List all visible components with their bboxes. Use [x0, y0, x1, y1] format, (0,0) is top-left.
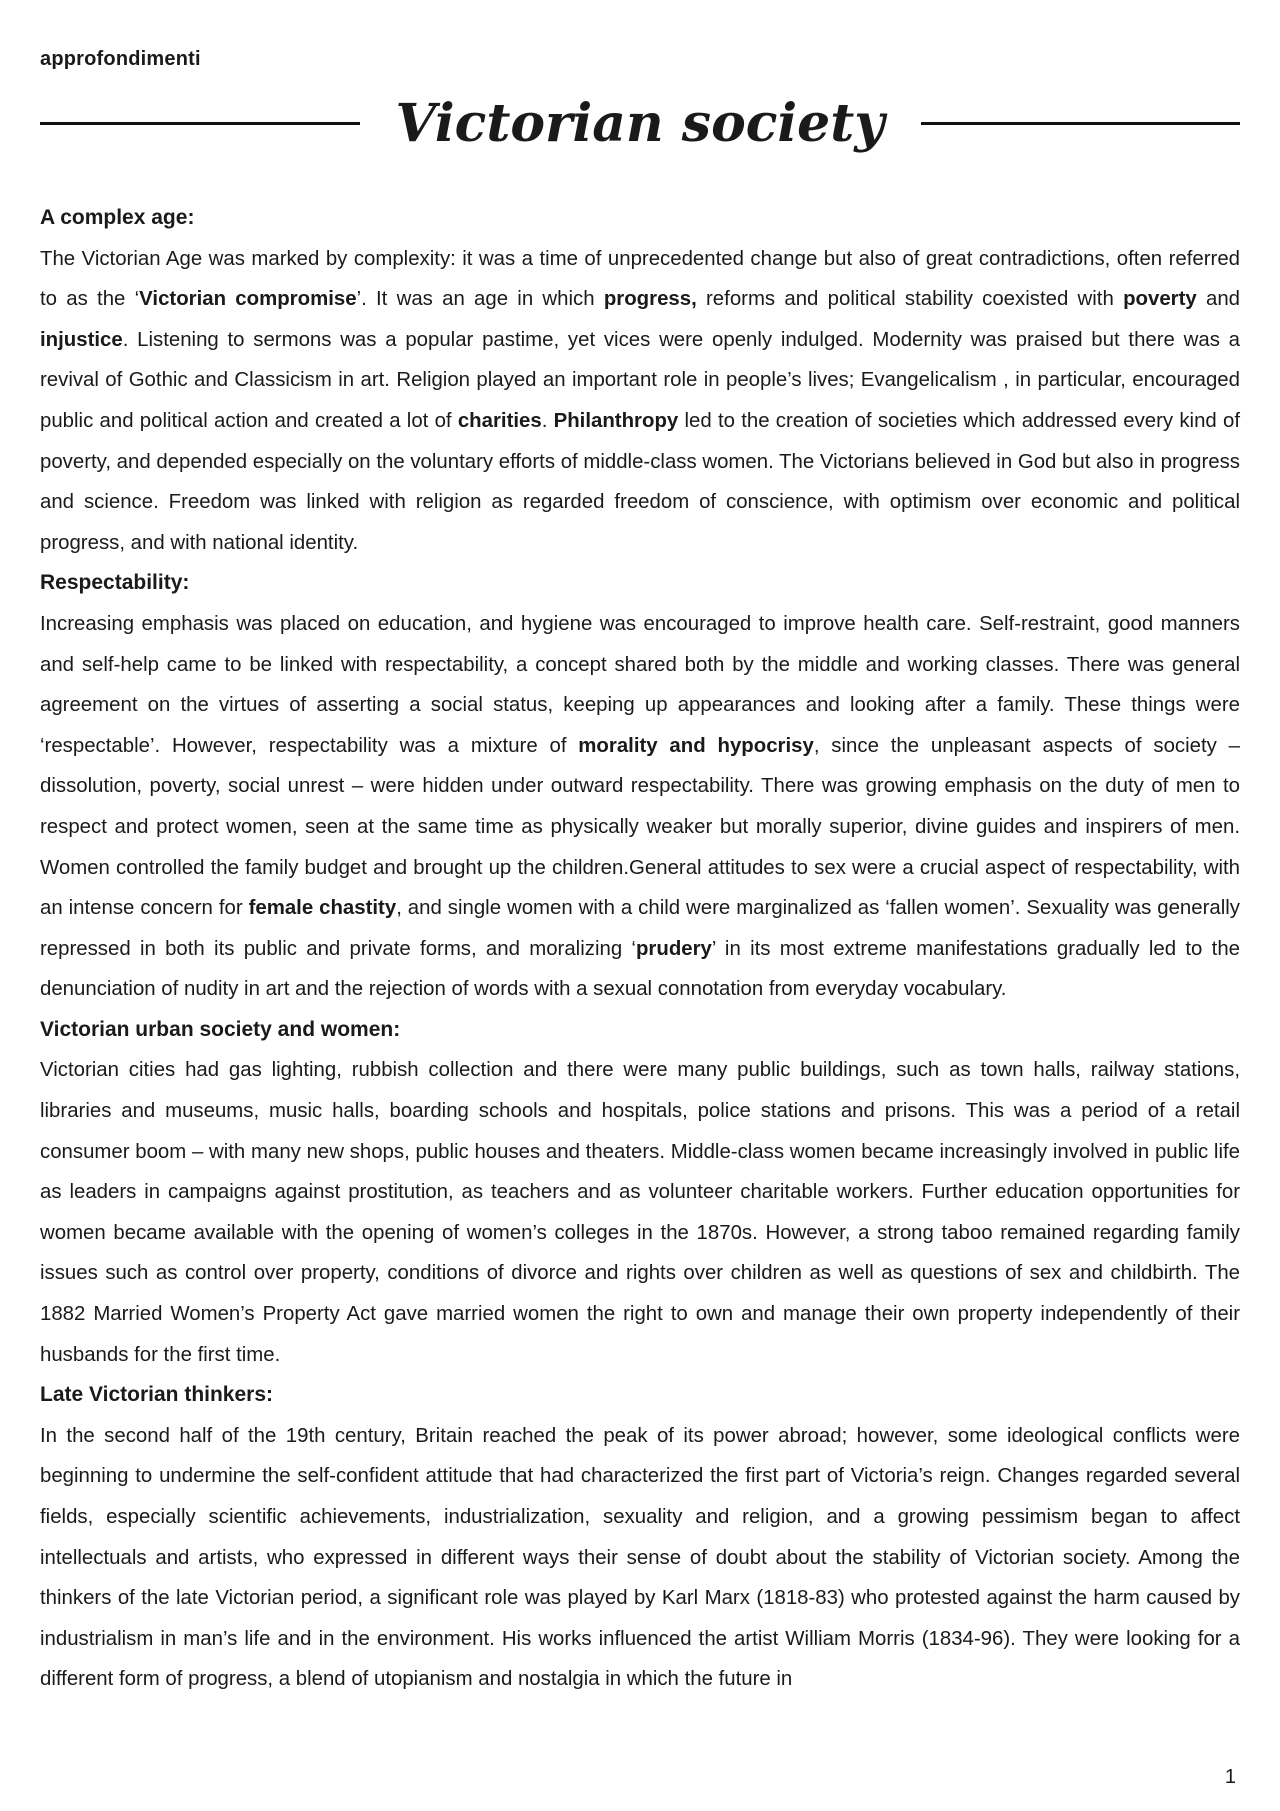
emphasis-term: prudery: [635, 937, 712, 960]
title-rule-left: [40, 122, 360, 125]
emphasis-term: progress,: [603, 288, 697, 311]
page-number: 1: [1224, 1766, 1236, 1788]
text-run: reforms and political stability coexisted with: [696, 288, 1124, 311]
text-run: ’. It was an age in which: [356, 288, 604, 311]
title-banner: [40, 88, 1240, 158]
emphasis-term: injustice: [40, 328, 123, 351]
section-heading: Late Victorian thinkers:: [40, 1383, 274, 1407]
text-run: In the second half of the 19th century, Britain reached the peak of its power abroad; however, some ideological conflicts were beginning to undermine the self-confident attitude that had characterized the first part of Victoria’s reign. Changes regarded several fields, especially scientific achievements, industrialization, sexuality and religion, and a growing pessimism began to affect intellectuals and artists, who expressed in different ways their sense of doubt about the stability of Victorian society. Among the thinkers of the late Victorian period, a significant role was played by Karl Marx (1818-83) who protested against the harm caused by industrialism in man’s life and in the environment. His works influenced the artist William Morris (1834-96). They were looking for a different form of progress, a blend of utopianism and nostalgia in which the future in: [40, 1424, 1240, 1691]
document-body: [40, 198, 1240, 1700]
emphasis-term: Victorian compromise: [139, 288, 357, 311]
text-run: ’ in its most extreme manifestations gradually led to the denunciation of nudity in art and the rejection of words with a sexual connotation from everyday vocabulary.: [40, 937, 1241, 1001]
text-run: . Listening to sermons was a popular pastime, yet vices were openly indulged. Modernity was praised but there was a revival of Gothic and Classicism in art. Religion played an important role in people’s lives; Evangelicalism , in particular, encouraged public and political action and created a lot of: [40, 328, 1240, 432]
text-run: .: [541, 409, 554, 432]
section-paragraph: [40, 1050, 1240, 1375]
section-paragraph: [40, 604, 1240, 1010]
text-run: Increasing emphasis was placed on education, and hygiene was encouraged to improve health care. Self-restraint, good manners and self-help came to be linked with respectability, a concept shared both by the middle and working classes. There was general agreement on the virtues of asserting a social status, keeping up appearances and looking after a family. These things were ‘respectable’. However, respectability was a mixture of: [40, 612, 1240, 757]
text-run: , and single women with a child were marginalized as ‘fallen women’. Sexuality was generally repressed in both its public and private forms, and moralizing ‘: [40, 897, 1240, 960]
page-title: Victorian society: [395, 92, 885, 154]
emphasis-term: charities: [457, 409, 542, 432]
section-heading: A complex age:: [40, 206, 195, 229]
section-heading: Victorian urban society and women:: [40, 1017, 401, 1041]
emphasis-term: Philanthropy: [553, 409, 679, 432]
text-run: led to the creation of societies which addressed every kind of poverty, and depended especially on the voluntary efforts of middle-class women. The Victorians believed in God but also in progress and science. Freedom was linked with religion as regarded freedom of conscience, with optimism over economic and political progress, and with national identity.: [40, 409, 1240, 554]
section-paragraph: [40, 239, 1240, 564]
text-run: and: [1196, 288, 1241, 311]
emphasis-term: female chastity: [248, 897, 397, 920]
section-heading: Respectability:: [40, 571, 190, 595]
section-paragraph: [40, 1416, 1240, 1700]
text-run: , since the unpleasant aspects of society – dissolution, poverty, social unrest – were hidden under outward respectability. There was growing emphasis on the duty of men to respect and protect women, seen at the same time as physically weaker but morally superior, divine guides and inspirers of men. Women controlled the family budget and brought up the children.General attitudes to sex were a crucial aspect of respectability, with an intense concern for: [40, 734, 1240, 920]
text-run: Victorian cities had gas lighting, rubbish collection and there were many public buildings, such as town halls, railway stations, libraries and museums, music halls, boarding schools and hospitals, police stations and prisons. This was a period of a retail consumer boom – with many new shops, public houses and theaters. Middle-class women became increasingly involved in public life as leaders in campaigns against prostitution, as teachers and as volunteer charitable workers. Further education opportunities for women became available with the opening of women’s colleges in the 1870s. However, a strong taboo remained regarding family issues such as control over property, conditions of divorce and rights over children as well as questions of sex and childbirth. The 1882 Married Women’s Property Act gave married women the right to own and manage their own property independently of their husbands for the first time.: [40, 1059, 1240, 1366]
emphasis-term: poverty: [1123, 288, 1197, 311]
title-rule-right: [921, 122, 1241, 125]
page-label: approfondimenti: [40, 48, 201, 70]
emphasis-term: morality and hypocrisy: [578, 734, 814, 757]
text-run: The Victorian Age was marked by complexity: it was a time of unprecedented change but also of great contradictions, often referred to as the ‘: [40, 247, 1240, 311]
